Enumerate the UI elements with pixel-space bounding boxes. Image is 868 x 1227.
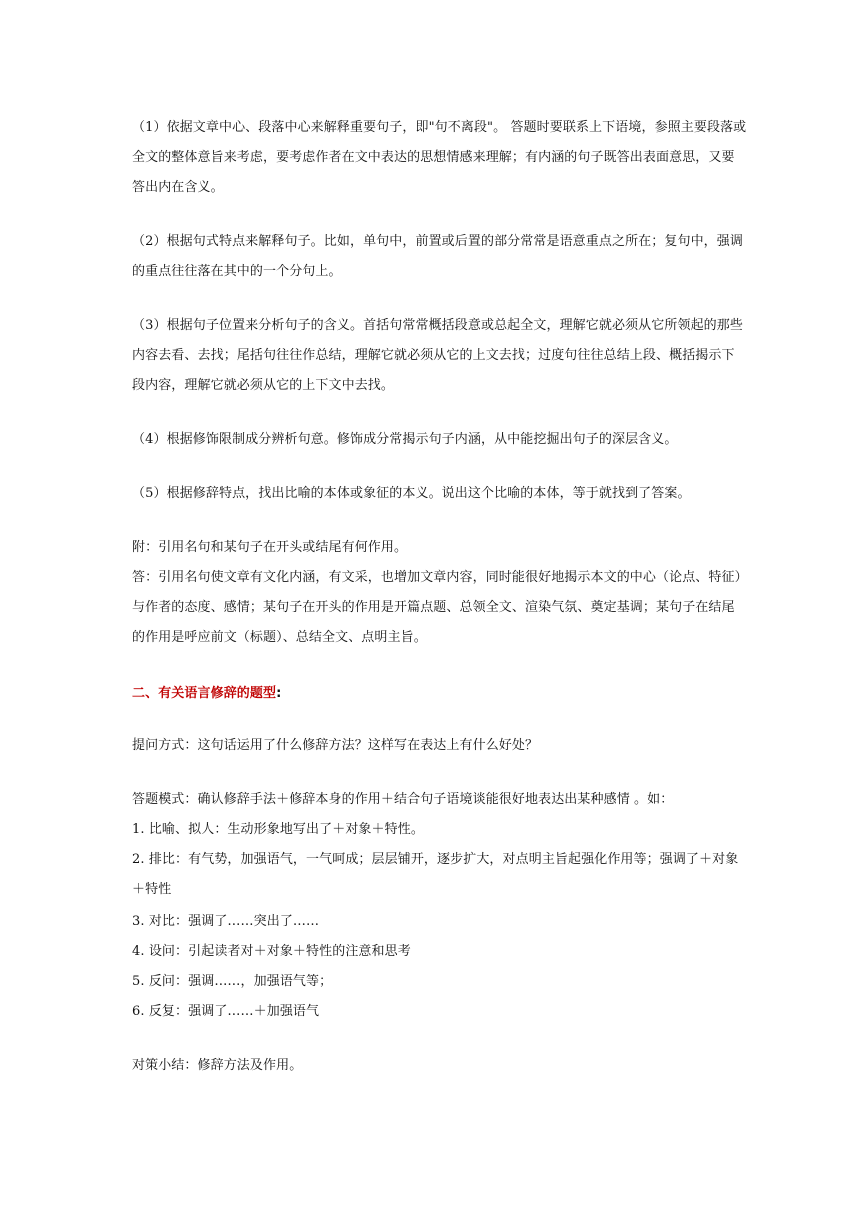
section-2-heading-colon: :: [276, 686, 282, 701]
paragraph-3-line-3: 段内容，理解它就必须从它的上下文中去找。: [132, 378, 395, 393]
appendix-question: 附：引用名句和某句子在开头或结尾有何作用。: [132, 540, 408, 555]
rhetoric-item-5: 5. 反问：强调……，加强语气等；: [132, 974, 333, 989]
rhetoric-item-6: 6. 反复：强调了……＋加强语气: [132, 1004, 320, 1019]
section-2-heading-text: 二、有关语言修辞的题型: [132, 686, 277, 701]
section-2-heading: [132, 686, 742, 702]
paragraph-3-line-2: 内容去看、去找；尾括句往往作总结，理解它就必须从它的上文去找；过度句往往总结上段、概括揭示下: [132, 348, 735, 363]
question-style: 提问方式：这句话运用了什么修辞方法？这样写在表达上有什么好处？: [132, 738, 539, 753]
paragraph-1-line-2: 全文的整体意旨来考虑，要考虑作者在文中表达的思想情感来理解；有内涵的句子既答出表面意思，又要: [132, 150, 735, 165]
paragraph-1-line-1: （1）依据文章中心、段落中心来解释重要句子，即"句不离段"。 答题时要联系上下语境，参照主要段落或: [132, 120, 747, 135]
paragraph-2-line-2: 的重点往往落在其中的一个分句上。: [132, 264, 342, 279]
appendix-answer-line-3: 的作用是呼应前文（标题）、总结全文、点明主旨。: [132, 630, 427, 645]
appendix-answer-line-2: 与作者的态度、感情；某句子在开头的作用是开篇点题、总领全文、渲染气氛、奠定基调；某句子在结尾: [132, 600, 735, 615]
appendix-answer-line-1: 答：引用名句使文章有文化内涵，有文采，也增加文章内容，同时能很好地揭示本文的中心（论点、特征）: [132, 570, 748, 585]
rhetoric-item-4: 4. 设问：引起读者对＋对象＋特性的注意和思考: [132, 944, 411, 959]
rhetoric-item-2-cont: ＋特性: [132, 882, 172, 897]
rhetoric-item-1: 1. 比喻、拟人：生动形象地写出了＋对象＋特性。: [132, 822, 424, 837]
answer-mode: 答题模式：确认修辞手法＋修辞本身的作用＋结合句子语境谈能很好地表达出某种感情 。如：: [132, 792, 674, 807]
paragraph-3-line-1: （3）根据句子位置来分析句子的含义。首括句常常概括段意或总起全文，理解它就必须从它所领起的那些: [132, 318, 743, 333]
paragraph-5-line-1: （5）根据修辞特点，找出比喻的本体或象征的本义。说出这个比喻的本体，等于就找到了答案。: [132, 486, 691, 501]
paragraph-2-line-1: （2）根据句式特点来解释句子。比如，单句中，前置或后置的部分常常是语意重点之所在；复句中，强调: [132, 234, 743, 249]
paragraph-4-line-1: （4）根据修饰限制成分辨析句意。修饰成分常揭示句子内涵，从中能挖掘出句子的深层含义。: [132, 432, 678, 447]
rhetoric-item-3: 3. 对比：强调了……突出了……: [132, 914, 320, 929]
paragraph-1-line-3: 答出内在含义。: [132, 180, 224, 195]
strategy-summary: 对策小结：修辞方法及作用。: [132, 1058, 303, 1073]
rhetoric-item-2: 2. 排比：有气势，加强语气，一气呵成；层层铺开，逐步扩大，对点明主旨起强化作用等；强调了＋对象: [132, 852, 739, 867]
